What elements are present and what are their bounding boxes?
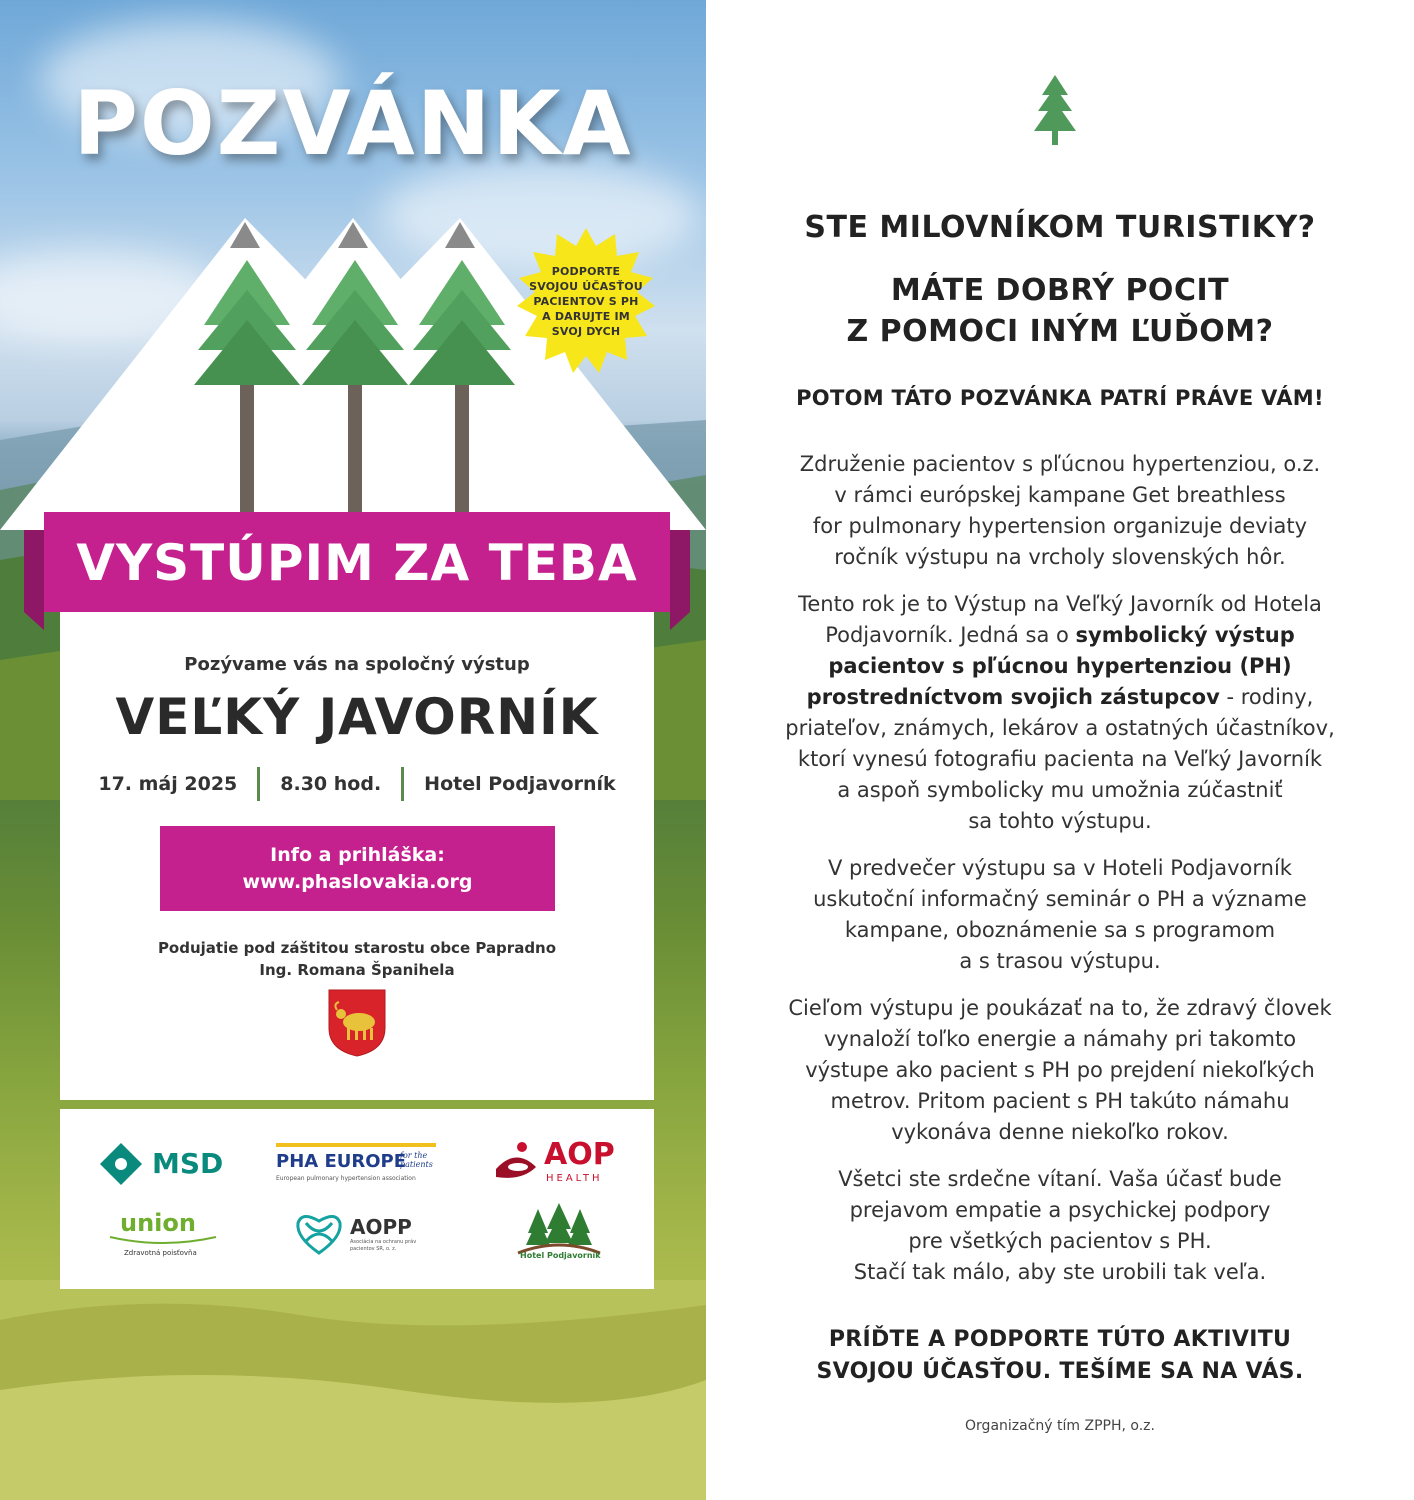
question-heading-2 [706,270,1414,352]
text-line: Všetci ste srdečne vítaní. Vaša účasť bude [838,1167,1282,1191]
paragraph-welcome [746,1164,1374,1288]
badge-line: SVOJOU ÚČASŤOU [529,280,643,293]
badge-line: A DARUJTE IM [542,310,630,323]
organizer-signature: Organizačný tím ZPPH, o.z. [965,1418,1155,1434]
closing-heading [706,1324,1414,1388]
union-wordmark: union [120,1209,196,1237]
divider [401,767,404,801]
grass-foreground [0,1280,706,1500]
msd-wordmark: MSD [152,1147,224,1180]
question-line: MÁTE DOBRÝ POCIT [890,273,1230,308]
call-out-heading: POTOM TÁTO POZVÁNKA PATRÍ PRÁVE VÁM! [796,386,1324,410]
tree-icon [1032,75,1078,145]
question-line: Z POMOCI INÝM ĽUĎOM? [846,314,1274,349]
peak-name: VEĽKÝ JAVORNÍK [115,688,599,746]
text-line: Cieľom výstupu je poukázať na to, že zdravý človek [788,996,1332,1020]
divider [257,767,260,801]
event-details [60,766,654,802]
info-label: Info a prihláška: [270,844,445,866]
union-swoosh-icon [108,1235,218,1247]
text-line: ročník výstupu na vrcholy slovenských hôr. [834,545,1286,569]
hotel-wordmark: Hotel Podjavorník [520,1251,601,1260]
pha-wordmark: PHA EUROPE [276,1151,407,1172]
aopp-logo [294,1209,444,1259]
badge-text [513,264,659,339]
registration-link[interactable]: www.phaslovakia.org [242,871,473,893]
text-bold: symbolický výstup [1075,623,1295,647]
pha-europe-logo [276,1143,440,1189]
hotel-podjavornik-logo [516,1203,602,1267]
paragraph-intro [746,449,1374,573]
text-line: pre všetkých pacientov s PH. [908,1229,1212,1253]
text-line [746,620,1374,651]
text-span: - rodiny, [1219,685,1314,709]
text-span: Podjavorník. Jedná sa o [825,623,1076,647]
text-line: vykonáva denne niekoľko rokov. [891,1120,1229,1144]
aop-wordmark: AOP [544,1137,615,1172]
event-time: 8.30 hod. [280,773,382,795]
msd-logo [98,1139,238,1189]
aopp-subtitle: pacientov SR, o. z. [350,1246,397,1252]
msd-icon [98,1141,144,1187]
closing-line: PRÍĎTE A PODPORTE TÚTO AKTIVITU [828,1327,1292,1352]
text-line: a aspoň symbolicky mu umožnia zúčastniť [837,778,1283,802]
text-line: for pulmonary hypertension organizuje deviaty [812,514,1308,538]
text-line: sa tohto výstupu. [968,809,1152,833]
patronage-text [60,937,654,981]
text-line: Združenie pacientov s pľúcnou hypertenziou, o.z. [799,452,1321,476]
text-line: uskutoční informačný seminár o PH a význame [813,887,1307,911]
question-heading-1: STE MILOVNÍKOM TURISTIKY? [804,210,1316,245]
text-line: výstupe ako pacient s PH po prejdení niekoľkých [805,1058,1315,1082]
partners-logos [60,1109,654,1289]
text-line [746,651,1374,682]
closing-line: SVOJOU ÚČASŤOU. TEŠÍME SA NA VÁS. [816,1359,1304,1384]
event-venue: Hotel Podjavorník [424,773,616,795]
text-bold: pacientov s pľúcnou hypertenziou (PH) [828,654,1292,678]
pha-script: for the patients [400,1151,433,1169]
text-line: prejavom empatie a psychickej podpory [849,1198,1271,1222]
coat-of-arms-icon [327,988,387,1058]
text-line: V predvečer výstupu sa v Hoteli Podjavorník [828,856,1292,880]
badge-line: SVOJ DYCH [551,325,621,338]
union-subtitle: Zdravotná poisťovňa [124,1249,197,1257]
text-line: priateľov, známych, lekárov a ostatných účastníkov, [785,716,1335,740]
pha-bar [276,1143,436,1147]
text-line: v rámci európskej kampane Get breathless [834,483,1286,507]
poster-panel [0,0,706,1500]
aopp-heart-icon [294,1209,344,1257]
registration-info-box[interactable] [160,826,555,911]
event-date: 17. máj 2025 [98,773,238,795]
patronage-name: Ing. Romana Španihela [259,961,455,979]
paragraph-event [746,589,1374,837]
aop-icon [492,1137,540,1185]
text-line: Tento rok je to Výstup na Veľký Javorník od Hotela [798,592,1322,616]
event-slogan: VYSTÚPIM ZA TEBA [76,534,638,592]
text-line [746,682,1374,713]
text-line: a s trasou výstupu. [959,949,1161,973]
invitation-title: POZVÁNKA [73,72,633,175]
text-line: kampane, oboznámenie sa s programom [844,918,1276,942]
text-line: metrov. Pritom pacient s PH takúto námahu [830,1089,1290,1113]
aop-health-logo [492,1137,622,1189]
badge-line: PODPORTE [551,265,621,278]
text-line: ktorí vynesú fotografiu pacienta na Veľký Javorník [797,747,1323,771]
union-logo [104,1209,224,1259]
text-bold: prostredníctvom svojich zástupcov [806,685,1220,709]
text-line: Stačí tak málo, aby ste urobili tak veľa. [853,1260,1267,1284]
text-line: vynaloží toľko energie a námahy pri takomto [823,1027,1297,1051]
aop-subtitle: HEALTH [546,1173,603,1184]
hotel-trees-icon [516,1203,602,1255]
paragraph-seminar [746,853,1374,977]
pha-subtitle: European pulmonary hypertension association [276,1175,416,1182]
paragraph-goal [746,993,1374,1148]
invitation-text-panel [706,0,1414,1500]
invite-subtitle: Pozývame vás na spoločný výstup [184,654,530,675]
badge-line: PACIENTOV S PH [533,295,639,308]
patronage-line: Podujatie pod záštitou starostu obce Papradno [157,939,557,957]
aopp-wordmark: AOPP [350,1215,412,1239]
aopp-subtitle: Asociácia na ochranu práv [350,1239,417,1245]
